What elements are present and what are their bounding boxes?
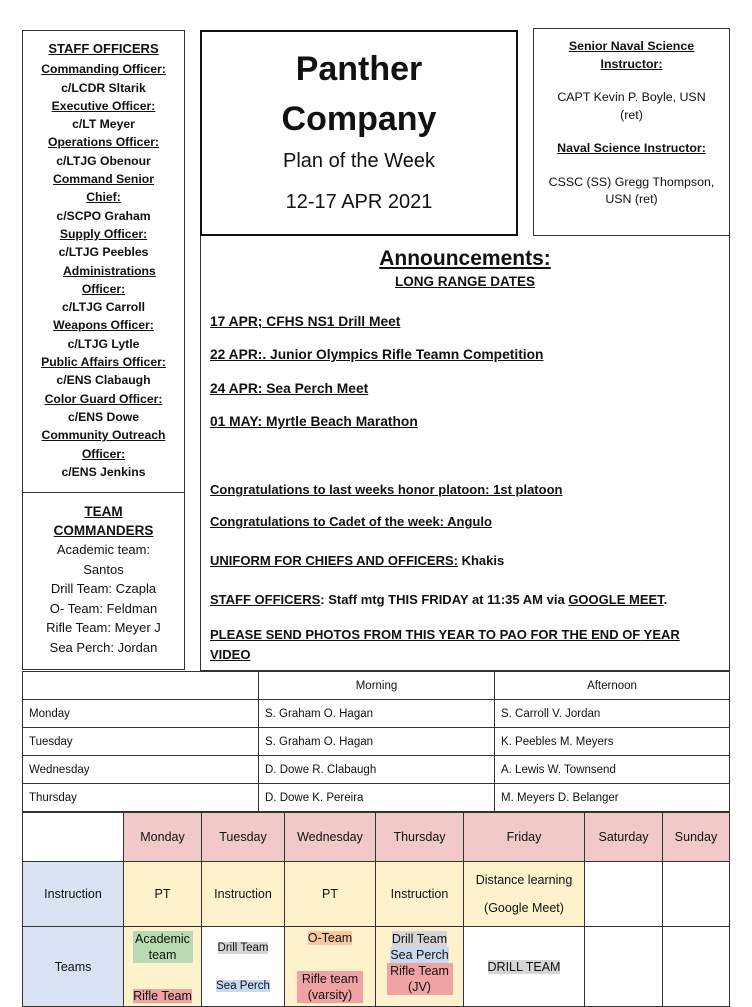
photos-note	[210, 625, 730, 665]
company-name: Panther Company	[281, 50, 437, 138]
instructors-panel	[533, 28, 730, 236]
staff-name: c/ENS Dowe	[67, 409, 140, 424]
staff-role: Executive Officer:	[51, 98, 156, 113]
senior-instructor-role: Senior Naval Science Instructor:	[568, 39, 695, 71]
duty-header-blank	[23, 672, 259, 700]
photos-text-c: VIDEO	[210, 647, 251, 662]
staff-meeting-label: STAFF OFFICERS	[210, 592, 321, 607]
teams-cell-wednesday	[285, 927, 376, 1007]
cadet-of-week-note: Congratulations to Cadet of the week: Angulo	[210, 514, 492, 529]
schedule-day-header: Wednesday	[285, 813, 376, 862]
long-range-date: 17 APR; CFHS NS1 Drill Meet	[210, 314, 401, 329]
schedule-teams-row	[23, 927, 730, 1007]
instruction-cell: Instruction	[376, 862, 464, 927]
duty-afternoon: M. Meyers D. Belanger	[495, 784, 730, 812]
duty-morning: D. Dowe K. Pereira	[259, 784, 495, 812]
instructor-role: Naval Science Instructor:	[557, 141, 706, 155]
google-meet-link[interactable]: GOOGLE MEET	[568, 592, 664, 607]
duty-afternoon: A. Lewis W. Townsend	[495, 756, 730, 784]
staff-name: c/ENS Clabaugh	[56, 373, 151, 388]
team-commander-line: Drill Team: Czapla	[50, 581, 157, 596]
duty-morning: D. Dowe R. Clabaugh	[259, 756, 495, 784]
team-commander-line: Academic team: Santos	[56, 542, 151, 577]
instructor-name: CSSC (SS) Gregg Thompson, USN (ret)	[548, 174, 715, 206]
plan-subtitle: Plan of the Week	[283, 150, 435, 172]
teams-cell-thursday	[376, 927, 464, 1007]
uniform-label: UNIFORM FOR CHIEFS AND OFFICERS:	[210, 553, 458, 568]
instruction-cell: PT	[124, 862, 202, 927]
team-tag-rifle-jv: Rifle Team (JV)	[387, 963, 453, 995]
staff-role: Commanding Officer:	[41, 62, 166, 77]
staff-name: c/ENS Jenkins	[61, 464, 146, 479]
staff-heading: STAFF OFFICERS	[48, 41, 159, 56]
staff-role: Operations Officer:	[47, 135, 160, 150]
uniform-value: Khakis	[461, 553, 505, 568]
honor-platoon-note: Congratulations to last weeks honor platoon: 1st platoon	[210, 482, 563, 497]
instruction-cell-empty	[663, 862, 730, 927]
long-range-date: 24 APR: Sea Perch Meet	[210, 381, 369, 396]
staff-officers-panel	[22, 30, 185, 493]
team-tag-academic: Academic team	[133, 931, 193, 963]
staff-meeting-end: .	[663, 592, 668, 607]
duty-row	[23, 756, 730, 784]
team-tag-o-team: O-Team	[307, 930, 353, 945]
distance-learning-text: Distance learning	[475, 873, 573, 887]
staff-name: c/LTJG Peebles	[58, 245, 149, 260]
senior-instructor-name: CAPT Kevin P. Boyle, USN (ret)	[557, 90, 706, 122]
schedule-day-header: Friday	[464, 813, 585, 862]
staff-name: c/LTJG Obenour	[56, 153, 151, 168]
staff-role: Supply Officer:	[59, 226, 148, 241]
schedule-day-header: Thursday	[376, 813, 464, 862]
instruction-cell: PT	[285, 862, 376, 927]
duty-day: Thursday	[23, 784, 259, 812]
duty-row	[23, 700, 730, 728]
title-panel	[200, 30, 518, 236]
duty-day: Monday	[23, 700, 259, 728]
uniform-note	[210, 553, 504, 568]
team-tag-sea-perch: Sea Perch	[216, 979, 270, 992]
week-dates: 12-17 APR 2021	[285, 191, 433, 213]
photos-text-a: PLEASE SEND PHOTOS FROM THIS YEAR TO PAO FOR THE END OF	[210, 627, 641, 642]
team-commanders-panel	[22, 492, 185, 670]
staff-role: Administrations Officer:	[63, 263, 156, 296]
team-tag-drill: Drill Team	[217, 941, 269, 954]
announcements-heading: Announcements:	[379, 247, 551, 270]
instruction-cell-friday	[464, 862, 585, 927]
staff-meeting-text: : Staff mtg THIS FRIDAY at 11:35 AM via	[320, 592, 565, 607]
duty-afternoon: S. Carroll V. Jordan	[495, 700, 730, 728]
team-commander-line: Rifle Team: Meyer J	[46, 620, 161, 635]
duty-morning: S. Graham O. Hagan	[259, 700, 495, 728]
teams-cell-friday	[464, 927, 585, 1007]
staff-meeting-note	[210, 592, 667, 607]
instruction-row-label: Instruction	[23, 862, 124, 927]
team-commanders-heading: TEAM COMMANDERS	[53, 504, 154, 538]
schedule-day-header: Sunday	[663, 813, 730, 862]
duty-header-morning: Morning	[259, 672, 495, 700]
team-tag-drill-team: DRILL TEAM	[487, 959, 561, 974]
instruction-cell-empty	[585, 862, 663, 927]
staff-role: Command Senior Chief:	[53, 172, 154, 205]
staff-role: Public Affairs Officer:	[41, 355, 166, 370]
staff-role: Weapons Officer:	[53, 318, 154, 333]
staff-name: c/LTJG Lytle	[67, 336, 140, 351]
team-commander-line: O- Team: Feldman	[49, 600, 158, 616]
duty-roster-table	[22, 671, 730, 812]
schedule-corner-cell	[23, 813, 124, 862]
duty-afternoon: K. Peebles M. Meyers	[495, 728, 730, 756]
schedule-day-header: Monday	[124, 813, 202, 862]
staff-name: c/LT Meyer	[72, 117, 135, 132]
staff-name: c/LTJG Carroll	[61, 300, 146, 315]
team-tag-drill: Drill Team	[391, 931, 448, 946]
duty-row	[23, 784, 730, 812]
schedule-day-header: Tuesday	[202, 813, 285, 862]
photos-text-b: YEAR	[643, 627, 680, 642]
team-tag-sea-perch: Sea Perch	[390, 947, 449, 962]
duty-morning: S. Graham O. Hagan	[259, 728, 495, 756]
staff-role: Color Guard Officer:	[44, 391, 163, 406]
teams-cell-tuesday	[202, 927, 285, 1007]
teams-cell-empty	[585, 927, 663, 1007]
long-range-date: 22 APR:. Junior Olympics Rifle Teamn Competition	[210, 347, 544, 362]
duty-header-row	[23, 672, 730, 700]
weekly-schedule-table	[22, 812, 730, 1007]
long-range-dates-heading: LONG RANGE DATES	[394, 274, 535, 289]
staff-name: c/LCDR Sltarik	[61, 80, 146, 95]
duty-day: Tuesday	[23, 728, 259, 756]
duty-header-afternoon: Afternoon	[495, 672, 730, 700]
instruction-cell: Instruction	[202, 862, 285, 927]
duty-row	[23, 728, 730, 756]
team-tag-rifle: Rifle Team	[133, 988, 192, 1003]
teams-cell-monday	[124, 927, 202, 1007]
teams-cell-empty	[663, 927, 730, 1007]
staff-name: c/SCPO Graham	[56, 208, 151, 223]
teams-row-label: Teams	[23, 927, 124, 1007]
announcements-panel	[200, 236, 730, 671]
schedule-day-header: Saturday	[585, 813, 663, 862]
staff-role: Community Outreach Officer:	[41, 428, 166, 461]
google-meet-text: (Google Meet)	[484, 901, 564, 915]
schedule-header-row	[23, 813, 730, 862]
long-range-date: 01 MAY: Myrtle Beach Marathon	[210, 414, 418, 429]
duty-day: Wednesday	[23, 756, 259, 784]
schedule-instruction-row	[23, 862, 730, 927]
team-tag-rifle-varsity: Rifle team (varsity)	[297, 971, 363, 1003]
team-commander-line: Sea Perch: Jordan	[49, 639, 158, 655]
